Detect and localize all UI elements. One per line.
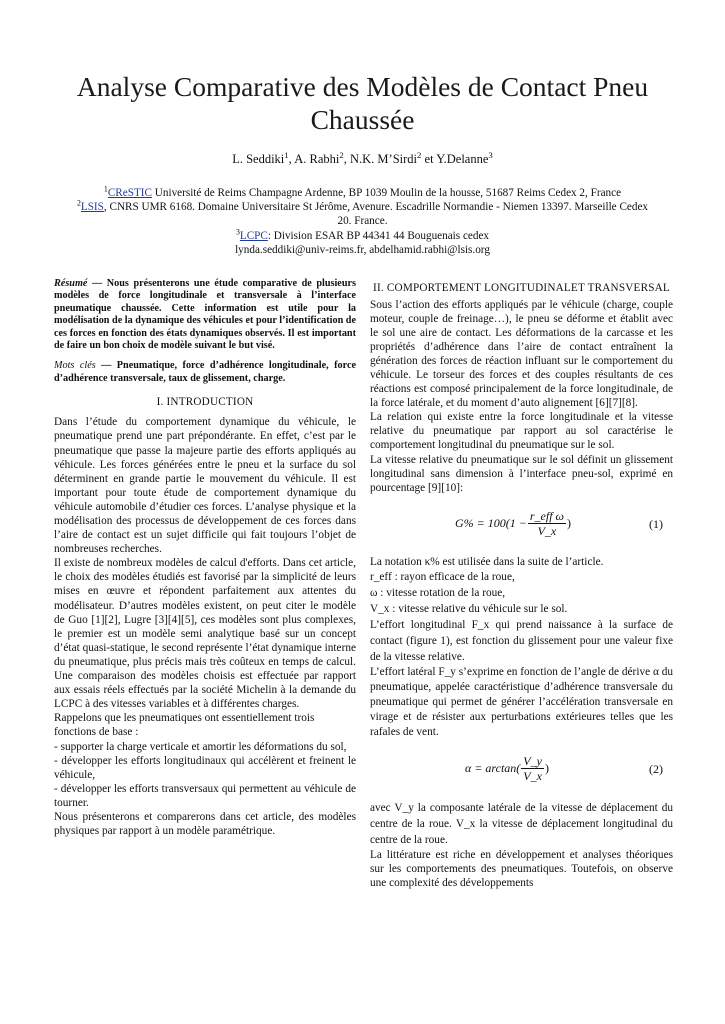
equation-1-fraction [528, 509, 566, 538]
variable-definitions [370, 569, 673, 617]
affiliation-1-sup: 1 [103, 184, 108, 194]
equation-2-number: (2) [649, 761, 663, 776]
section2-paragraph-8: La littérature est riche en développement et analyses théoriques sur les comportements des pneumatiques. Toutefois, on observe une complexité des développements [370, 848, 673, 890]
section-heading-comportement: II. COMPORTEMENT LONGITUDINALET TRANSVERSAL [373, 282, 670, 294]
equation-2-body [465, 754, 549, 783]
abstract [54, 278, 356, 352]
intro-bullet-3: - développer les efforts transversaux qui permettent au véhicule de tourner. [54, 782, 356, 809]
affiliation-3-text: : Division ESAR BP 44341 44 Bouguenais cedex [267, 229, 490, 242]
keywords-label: Mots clés [54, 360, 96, 372]
section-heading-introduction: I. INTRODUCTION [156, 396, 254, 409]
section2-paragraph-3: La vitesse relative du pneumatique sur le sol définit un glissement longitudinal sans dimension à l’interface pneu-sol, exprimé en pourcentage [9][10]: [370, 453, 673, 494]
keywords-text: — Pneumatique, force d’adhérence longitudinale, force d’adhérence transversale, taux de glissement, charge. [54, 360, 356, 384]
intro-paragraph-3: Rappelons que les pneumatiques ont essentiellement trois fonctions de base : [54, 712, 315, 739]
equation-2-fraction [521, 754, 544, 783]
affiliation-1 [70, 186, 655, 200]
author-line [40, 151, 685, 167]
affiliation-3 [70, 226, 655, 243]
equation-2 [370, 748, 673, 794]
abstract-label: Résumé [54, 278, 88, 289]
equation-1-numerator: r_eff ω [529, 508, 564, 523]
affiliation-2-text: , CNRS UMR 6168. Domaine Universitaire St Jérôme, Avenure. Escadrille Normandie - Niemen 13397. Marseille Cedex 20. France. [103, 201, 649, 228]
definition-vx: V_x : vitesse relative du véhicule sur le sol. [370, 602, 568, 615]
email-line: lynda.seddiki@univ-reims.fr, abdelhamid.rabhi@lsis.org [235, 243, 490, 256]
affiliation-2-sup: 2 [76, 198, 81, 208]
section2-paragraph-2: La relation qui existe entre la force longitudinale et la vitesse relative du pneumatique par rapport au sol caractérise le comportement longitudinal du pneumatique sur le sol. [370, 411, 673, 452]
equation-1-denominator: V_x [537, 523, 557, 538]
intro-paragraph-4: Nous présenterons et comparerons dans cet article, des modèles physiques par rapport à un modèle paramétrique. [54, 810, 356, 838]
intro-paragraph-1: Dans l’étude du comportement dynamique du véhicule, le pneumatique prend une part prépondérante. En effet, c’est par le pneumatique que passe la majeure partie des efforts appliqués au véhicule. Les forces générées entre le pneu et la surface du sol déterminent en grande partie le mouvement du véhicule. Il est important pour toute étude de comportement dynamique du véhicule automobile d’étudier ces forces. L’analyse physique et la modélisation des processus de développement de ces forces dans l’aire de contact est un sujet difficile qui fait toujours l’objet de nombreuses recherches. [54, 416, 356, 556]
equation-2-denominator: V_x [523, 768, 542, 783]
equation-1-body [455, 509, 571, 538]
intro-paragraph-2: Il existe de nombreux modèles de calcul d'efforts. Dans cet article, le choix des modèles étudiés est favorisé par la simplicité de leurs mises en œuvre et répondent parfaitement aux attentes du modélisateur. D’autres modèles existent, on peut citer le modèle de Guo [1][2], Lugre [3][4][5], ces modèles sont plus complexes, le premier est un modèle semi analytique basé sur un concept d’état quasi-statique, le second représente l’état dynamique interne du pneumatique, plus précis mais très coûteux en temps de calcul. Une comparaison des modèles choisis est effectuée par rapport aux essais réels effectués par la société Michelin à la demande du LCPC à des vitesses variables et à différentes charges. [54, 557, 356, 711]
equation-1-lhs: G% = 100(1 − [455, 516, 527, 531]
author-4: et Y.Delanne [421, 152, 489, 166]
paper-title: Analyse Comparative des Modèles de Contact Pneu Chaussée [76, 71, 649, 135]
equation-1-rhs: ) [567, 516, 571, 531]
lcpc-link[interactable]: LCPC [239, 229, 268, 242]
definition-omega: ω : vitesse rotation de la roue, [370, 586, 506, 599]
author-1: L. Seddiki [232, 152, 285, 166]
intro-bullet-2: - développer les efforts longitudinaux qui accélèrent et freinent le véhicule, [54, 754, 356, 781]
author-2-sup: 2 [339, 149, 344, 160]
keywords [54, 360, 356, 385]
equation-2-rhs: ) [544, 761, 549, 776]
crestic-link[interactable]: CReSTIC [107, 187, 152, 199]
author-3: , N.K. M’Sirdi [343, 152, 418, 166]
affiliation-2 [70, 200, 655, 228]
section2-paragraph-5: L’effort longitudinal F_x qui prend naissance à la surface de contact (figure 1), est fonction du glissement pour une valeur fixe de la vitesse relative. [370, 618, 673, 663]
section2-paragraph-1: Sous l’action des efforts appliqués par le véhicule (charge, couple moteur, couple de freinage…), le pneu se déforme et établit avec le sol une aire de contact. Les déformations de la carcasse et les propriétés d’adhérence dans l’aire de contact entraînent la génération des forces de réaction influant sur le comportement du véhicule. Le torseur des forces et des couples résultants de ces réactions est composé principalement de la force longitudinale, de la force latérale, et du moment d’auto alignement [6][7][8]. [370, 298, 673, 410]
intro-bullet-1: - supporter la charge verticale et amortir les déformations du sol, [54, 740, 347, 753]
affiliations [70, 186, 655, 257]
right-column [370, 278, 673, 890]
affiliation-3-sup: 3 [235, 226, 240, 236]
section2-paragraph-4: La notation κ% est utilisée dans la suite de l’article. [370, 555, 604, 568]
affiliation-1-text: Université de Reims Champagne Ardenne, BP 1039 Moulin de la housse, 51687 Reims Cedex 2, France [151, 187, 622, 199]
equation-1 [370, 503, 673, 549]
lsis-link[interactable]: LSIS [80, 201, 104, 214]
section2-paragraph-6: L’effort latéral F_y s’exprime en fonction de l’angle de dérive α du pneumatique, appelée caractéristique d’adhérence transversale du pneumatique qui permet de générer l’accélération transversale en virage et de résister aux perturbations extérieures telles que les rafales de vent. [370, 665, 673, 738]
left-column [54, 278, 356, 838]
definition-reff: r_eff : rayon efficace de la roue, [370, 570, 515, 583]
author-2: , A. Rabhi [288, 152, 340, 166]
equation-2-numerator: V_y [523, 753, 542, 768]
author-3-sup: 2 [417, 149, 422, 160]
equation-1-number: (1) [649, 516, 663, 531]
author-1-sup: 1 [284, 149, 289, 160]
abstract-text: — Nous présenterons une étude comparative de plusieurs modèles de force longitudinale et transversale à l’interface pneumatique chaussée. Cette information est utile pour la modélisation de la dynamique des véhicules et pour l’identification de ces forces en fonction des états dynamiques observés. Il est important de faire un bon choix de modèle suivant le but visé. [54, 278, 356, 352]
equation-2-lhs: α = arctan( [465, 761, 521, 776]
author-4-sup: 3 [488, 149, 493, 160]
section2-paragraph-7: avec V_y la composante latérale de la vitesse de déplacement du centre de la roue. V_x la vitesse de déplacement longitudinal du centre de la roue. [370, 801, 673, 846]
